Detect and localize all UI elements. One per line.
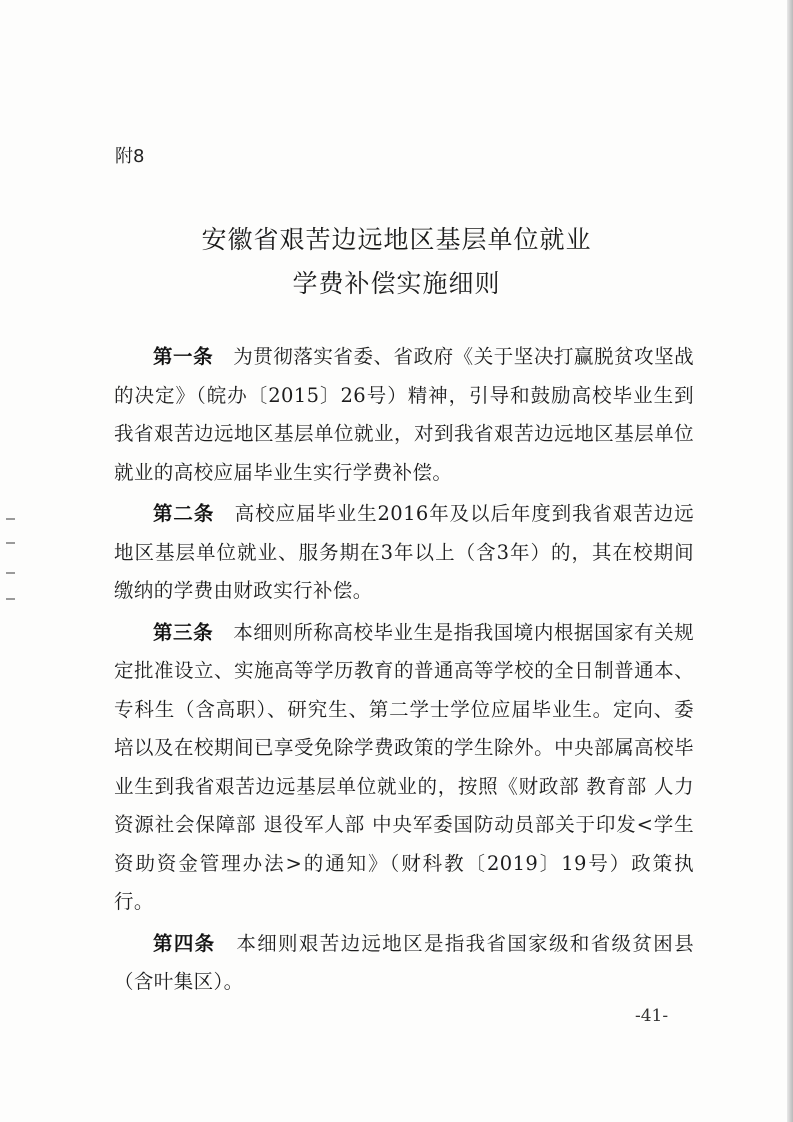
article-1-label: 第一条 <box>153 345 214 368</box>
article-2-label: 第二条 <box>153 502 215 525</box>
page-number: -41- <box>635 1006 669 1026</box>
attachment-label: 附8 <box>115 146 145 167</box>
article-3 <box>114 614 694 922</box>
article-1-text: 为贯彻落实省委、省政府《关于坚决打赢脱贫攻坚战的决定》（皖办〔2015〕26号）精神，引导和鼓励高校毕业生到我省艰苦边远地区基层单位就业，对到我省艰苦边远地区基层单位就业的高校应届毕业生实行学费补偿。 <box>114 345 695 484</box>
article-2 <box>114 495 694 611</box>
article-2-text: 高校应届毕业生2016年及以后年度到我省艰苦边远地区基层单位就业、服务期在3年以上（含3年）的，其在校期间缴纳的学费由财政实行补偿。 <box>114 502 695 602</box>
article-4 <box>114 925 694 1002</box>
article-3-text: 本细则所称高校毕业生是指我国境内根据国家有关规定批准设立、实施高等学历教育的普通高等学校的全日制普通本、专科生（含高职）、研究生、第二学士学位应届毕业生。定向、委培以及在校期间已享受免除学费政策的学生除外。中央部属高校毕业生到我省艰苦边远基层单位就业的，按照《财政部 教育部 人力资源社会保障部 退役军人部 中央军委国防动员部关于印发<学生资助资金管理办法>的通知》（财科教〔2019〕19号）政策执行。 <box>114 620 695 913</box>
document-title-line-2: 学费补偿实施细则 <box>292 269 501 298</box>
page-edge-shadow <box>787 0 793 1122</box>
document-body <box>114 338 694 1005</box>
article-4-text: 本细则艰苦边远地区是指我省国家级和省级贫困县（含叶集区）。 <box>114 931 694 993</box>
binding-marks <box>6 512 16 612</box>
article-4-label: 第四条 <box>153 931 216 955</box>
article-1 <box>114 338 694 492</box>
article-3-label: 第三条 <box>153 620 214 644</box>
document-title-line-1: 安徽省艰苦边远地区基层单位就业 <box>201 225 592 254</box>
